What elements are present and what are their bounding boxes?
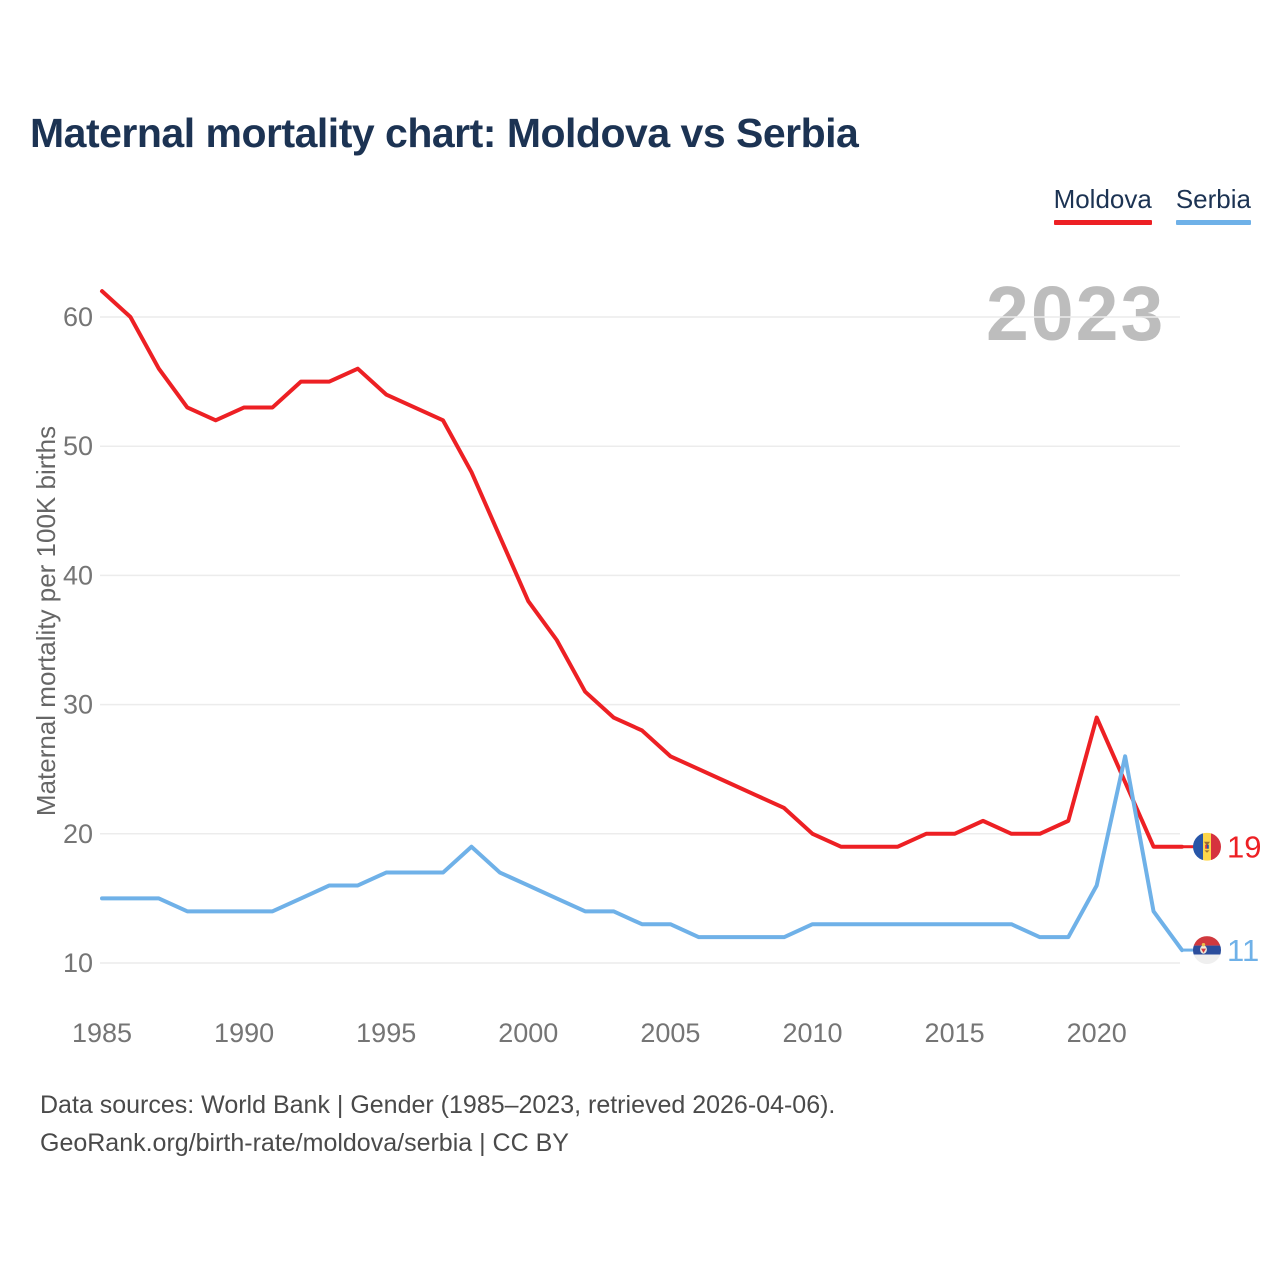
x-tick-2010: 2010 xyxy=(782,1018,843,1048)
series-lines xyxy=(102,291,1182,950)
y-tick-60: 60 xyxy=(62,302,93,332)
x-tick-1995: 1995 xyxy=(356,1018,417,1048)
x-tick-2015: 2015 xyxy=(924,1018,985,1048)
chart-title: Maternal mortality chart: Moldova vs Serbia xyxy=(30,110,859,156)
y-tick-50: 50 xyxy=(62,431,93,462)
y-tick-40: 40 xyxy=(62,560,93,591)
series-line-serbia[interactable] xyxy=(102,756,1182,950)
serbia-flag-icon xyxy=(1193,936,1221,964)
watermark-year: 2023 xyxy=(986,271,1166,357)
legend-label-moldova: Moldova xyxy=(1053,184,1152,214)
legend-label-serbia: Serbia xyxy=(1175,184,1251,214)
x-tick-2000: 2000 xyxy=(498,1018,559,1048)
y-tick-10: 10 xyxy=(62,948,93,978)
footer-line-1: Data sources: World Bank | Gender (1985–2023, retrieved 2026-04-06). xyxy=(40,1091,836,1119)
footer-line-2: GeoRank.org/birth-rate/moldova/serbia | CC BY xyxy=(40,1129,569,1157)
moldova-flag-icon xyxy=(1193,833,1221,861)
y-tick-20: 20 xyxy=(62,818,93,849)
y-tick-30: 30 xyxy=(62,689,93,720)
x-tick-2005: 2005 xyxy=(640,1018,701,1048)
series-line-moldova[interactable] xyxy=(102,291,1182,847)
gridlines xyxy=(100,317,1180,963)
x-tick-2020: 2020 xyxy=(1066,1018,1127,1048)
end-value-moldova: 19 xyxy=(1227,829,1262,865)
end-badges xyxy=(1182,830,1262,968)
end-value-serbia: 11 xyxy=(1227,933,1260,969)
x-tick-1990: 1990 xyxy=(214,1018,275,1048)
y-axis-title: Maternal mortality per 100K births xyxy=(31,425,61,817)
axis-ticks xyxy=(63,302,1127,1048)
x-tick-1985: 1985 xyxy=(71,1018,133,1048)
